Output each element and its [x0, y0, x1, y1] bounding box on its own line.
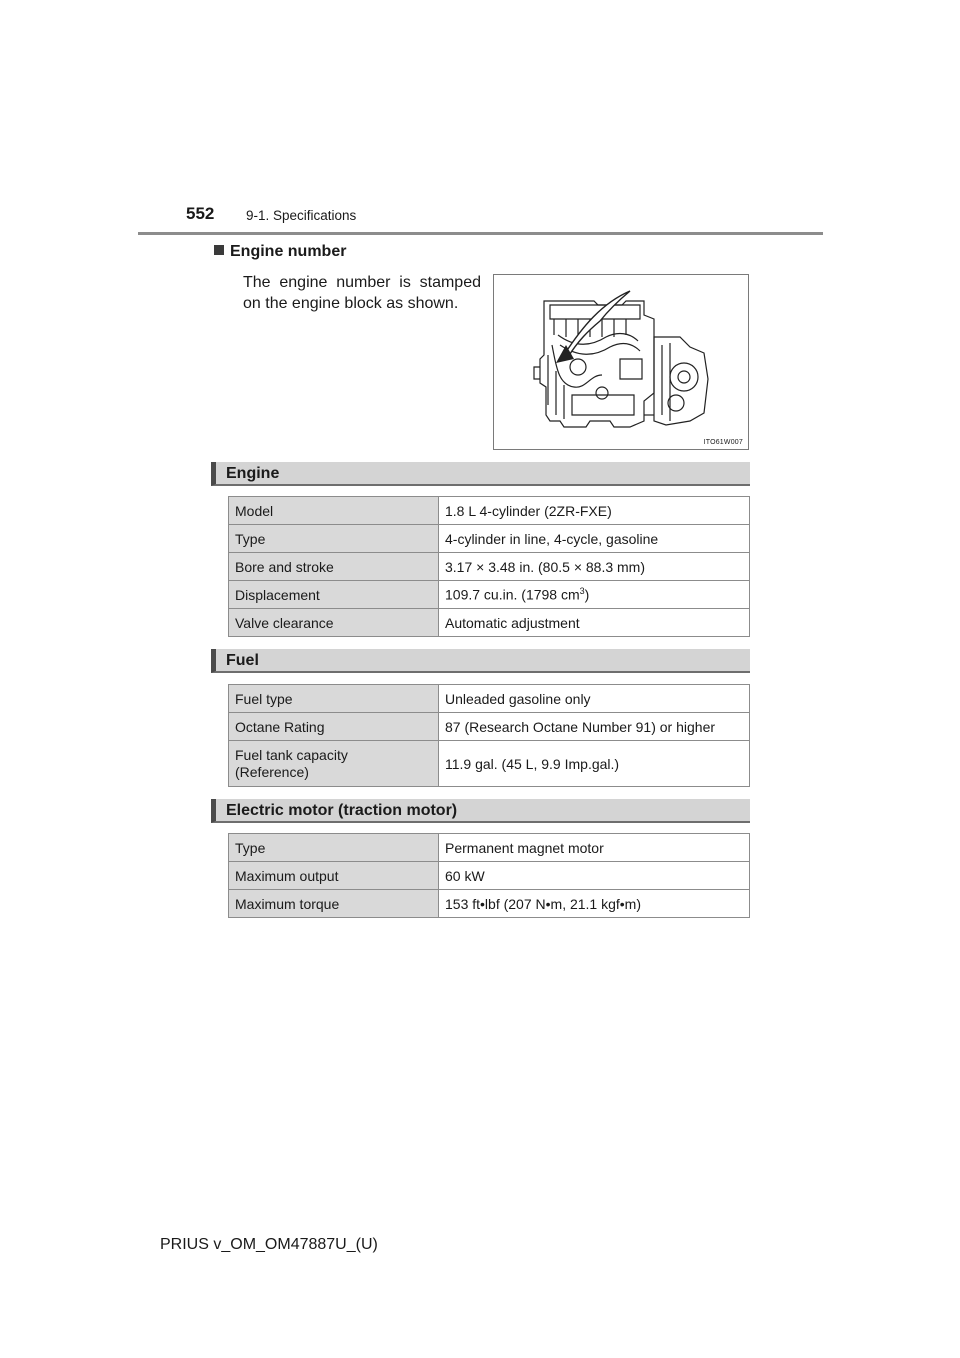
table-row [229, 581, 750, 609]
spec-label [229, 741, 439, 787]
spec-label-line2: (Reference) [235, 763, 309, 780]
spec-value [439, 581, 750, 609]
table-row [229, 609, 750, 637]
spec-label: Type [229, 834, 439, 862]
fuel-spec-table [228, 684, 750, 787]
spec-label: Fuel type [229, 685, 439, 713]
page-number: 552 [186, 204, 215, 223]
engine-drawing [494, 275, 750, 451]
table-row [229, 553, 750, 581]
engine-number-heading-text: Engine number [230, 243, 347, 260]
engine-illustration [493, 274, 749, 450]
spec-value: Automatic adjustment [439, 609, 750, 637]
displacement-value-end: ) [584, 586, 590, 603]
square-bullet-icon [214, 245, 224, 255]
displacement-superscript: 3 [579, 586, 585, 597]
spec-label: Valve clearance [229, 609, 439, 637]
fuel-section-title: Fuel [226, 652, 259, 669]
spec-value: 11.9 gal. (45 L, 9.9 Imp.gal.) [439, 741, 750, 787]
figure-code: ITO61W007 [703, 439, 743, 446]
spec-label: Octane Rating [229, 713, 439, 741]
spec-label: Bore and stroke [229, 553, 439, 581]
spec-label: Displacement [229, 581, 439, 609]
motor-section-title: Electric motor (traction motor) [226, 802, 458, 819]
spec-value: 153 ft•lbf (207 N•m, 21.1 kgf•m) [439, 890, 750, 918]
spec-value: Unleaded gasoline only [439, 685, 750, 713]
spec-label: Type [229, 525, 439, 553]
table-row [229, 862, 750, 890]
engine-number-heading [214, 243, 346, 261]
spec-label: Maximum output [229, 862, 439, 890]
table-row [229, 525, 750, 553]
section-title: 9-1. Specifications [246, 208, 357, 223]
spec-value: 87 (Research Octane Number 91) or higher [439, 713, 750, 741]
table-row [229, 741, 750, 787]
footer-document-id: PRIUS v_OM_OM47887U_(U) [160, 1236, 378, 1253]
engine-number-description: The engine number is stamped on the engine block as shown. [243, 274, 481, 312]
table-row [229, 497, 750, 525]
spec-value: 1.8 L 4-cylinder (2ZR-FXE) [439, 497, 750, 525]
table-row [229, 685, 750, 713]
spec-value: 60 kW [439, 862, 750, 890]
spec-label: Model [229, 497, 439, 525]
header-divider [138, 232, 823, 235]
displacement-value: 109.7 cu.in. (1798 cm [445, 586, 580, 603]
spec-value: Permanent magnet motor [439, 834, 750, 862]
motor-section-header [211, 799, 750, 823]
spec-label-line1: Fuel tank capacity [235, 746, 348, 763]
engine-spec-table [228, 496, 750, 637]
fuel-section-header [211, 649, 750, 673]
table-row [229, 713, 750, 741]
spec-value: 3.17 × 3.48 in. (80.5 × 88.3 mm) [439, 553, 750, 581]
spec-value: 4-cylinder in line, 4-cycle, gasoline [439, 525, 750, 553]
engine-section-header [211, 462, 750, 486]
motor-spec-table [228, 833, 750, 918]
spec-label: Maximum torque [229, 890, 439, 918]
engine-section-title: Engine [226, 465, 280, 482]
table-row [229, 890, 750, 918]
table-row [229, 834, 750, 862]
